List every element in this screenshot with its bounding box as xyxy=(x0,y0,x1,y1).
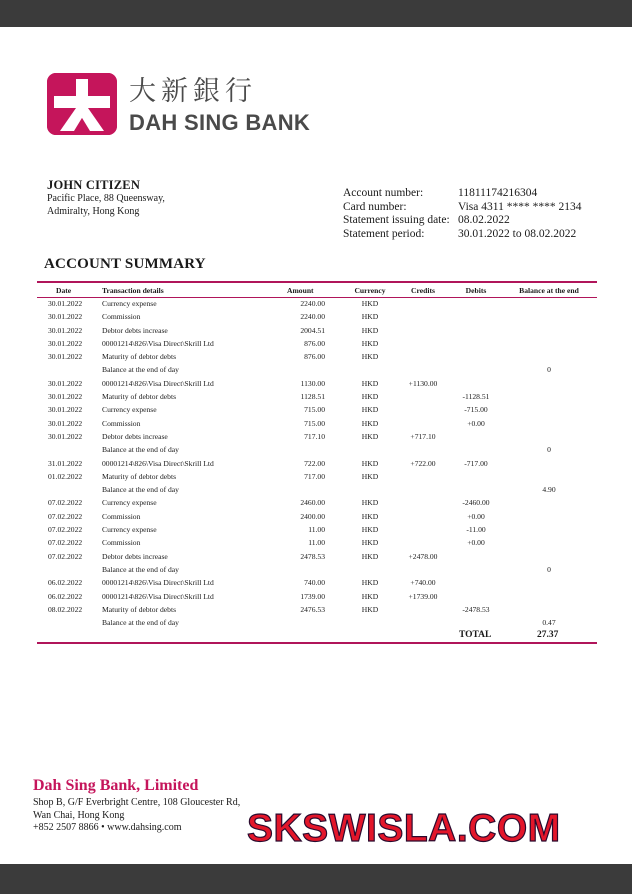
cell-details: Maturity of debtor debts xyxy=(102,604,177,614)
cell-currency: HKD xyxy=(361,538,379,548)
cell-details: Currency expense xyxy=(102,498,157,508)
cell-date: 30.01.2022 xyxy=(48,312,83,322)
watermark-text: SKSWISLA.COM xyxy=(247,807,561,850)
table-row xyxy=(37,324,597,337)
cell-currency: HKD xyxy=(361,498,379,508)
cell-details: 00001214\826\Visa Direct\Skrill Ltd xyxy=(102,378,214,388)
cell-balance: 0.47 xyxy=(542,618,556,628)
statement-period-value: 30.01.2022 to 08.02.2022 xyxy=(458,227,577,240)
table-row xyxy=(37,337,597,350)
table-row xyxy=(37,390,597,403)
cell-debits: -717.00 xyxy=(464,458,488,468)
customer-address-line1: Pacific Place, 88 Queensway, xyxy=(47,193,165,204)
card-number-label: Card number: xyxy=(343,200,407,213)
account-number-label: Account number: xyxy=(343,187,424,199)
cell-amount: 876.00 xyxy=(304,352,325,362)
cell-details: Debtor debts increase xyxy=(102,431,168,441)
header-details: Transaction details xyxy=(102,286,164,295)
cell-balance: 0 xyxy=(547,365,551,375)
cell-date: 30.01.2022 xyxy=(48,299,83,308)
cell-amount: 1130.00 xyxy=(300,378,325,388)
cell-date: 07.02.2022 xyxy=(48,498,83,508)
table-row xyxy=(37,417,597,430)
total-label: TOTAL xyxy=(459,630,492,640)
customer-name: JOHN CITIZEN xyxy=(47,178,141,192)
total-value: 27.37 xyxy=(537,630,559,640)
bottom-bar xyxy=(0,864,632,894)
table-row xyxy=(37,430,597,443)
cell-amount: 2460.00 xyxy=(300,498,325,508)
cell-currency: HKD xyxy=(361,604,379,614)
footer-company-name: Dah Sing Bank, Limited xyxy=(33,777,199,794)
transactions-table xyxy=(37,283,597,629)
cell-currency: HKD xyxy=(361,378,379,388)
cell-credits: +2478.00 xyxy=(408,551,438,561)
table-row xyxy=(37,603,597,616)
top-bar xyxy=(0,0,632,27)
table-row xyxy=(37,536,597,549)
cell-debits: -2478.53 xyxy=(462,604,490,614)
cell-amount: 11.00 xyxy=(308,525,325,535)
cell-debits: -11.00 xyxy=(466,525,486,535)
cell-date: 07.02.2022 xyxy=(48,511,83,521)
cell-currency: HKD xyxy=(361,405,379,415)
cell-date: 30.01.2022 xyxy=(48,431,83,441)
header-credits: Credits xyxy=(411,286,435,295)
customer-address-line2: Admiralty, Hong Kong xyxy=(47,206,140,217)
issue-date-value: 08.02.2022 xyxy=(458,214,510,226)
table-row xyxy=(37,297,597,310)
cell-date: 07.02.2022 xyxy=(48,538,83,548)
cell-details: Currency expense xyxy=(102,405,157,415)
cell-details: Maturity of debtor debts xyxy=(102,392,177,402)
cell-amount: 715.00 xyxy=(304,405,325,415)
cell-details: Currency expense xyxy=(102,525,157,535)
cell-amount: 11.00 xyxy=(308,538,325,548)
table-row xyxy=(37,310,597,323)
statement-period-label: Statement period: xyxy=(343,227,425,240)
cell-currency: HKD xyxy=(361,431,379,441)
bank-name-cjk: 大新銀行 xyxy=(129,76,257,107)
cell-date: 30.01.2022 xyxy=(48,338,83,348)
table-row xyxy=(37,470,597,483)
cell-details: Balance at the end of day xyxy=(102,618,179,628)
table-row xyxy=(37,550,597,563)
cell-date: 30.01.2022 xyxy=(48,418,83,428)
cell-details: 00001214\826\Visa Direct\Skrill Ltd xyxy=(102,338,214,348)
cell-amount: 2476.53 xyxy=(300,604,325,614)
table-row xyxy=(37,563,597,576)
cell-currency: HKD xyxy=(361,471,379,481)
cell-balance: 0 xyxy=(547,445,551,455)
cell-details: Commission xyxy=(102,312,141,322)
cell-date: 30.01.2022 xyxy=(48,405,83,415)
cell-date: 07.02.2022 xyxy=(48,525,83,535)
table-row xyxy=(37,496,597,509)
cell-amount: 2240.00 xyxy=(300,299,325,308)
table-row xyxy=(37,377,597,390)
issue-date-label: Statement issuing date: xyxy=(343,214,450,226)
cell-credits: +722.00 xyxy=(410,458,436,468)
table-row xyxy=(37,403,597,416)
cell-amount: 740.00 xyxy=(304,578,325,588)
cell-date: 08.02.2022 xyxy=(48,604,83,614)
header-currency: Currency xyxy=(354,286,386,295)
cell-date: 07.02.2022 xyxy=(48,551,83,561)
cell-amount: 1739.00 xyxy=(300,591,325,601)
footer-address-line2: Wan Chai, Hong Kong xyxy=(33,810,125,821)
table-row xyxy=(37,363,597,376)
cell-date: 06.02.2022 xyxy=(48,591,83,601)
cell-currency: HKD xyxy=(361,418,379,428)
cell-date: 30.01.2022 xyxy=(48,392,83,402)
cell-details: Currency expense xyxy=(102,299,157,308)
cell-details: Balance at the end of day xyxy=(102,365,179,375)
cell-details: Debtor debts increase xyxy=(102,325,168,335)
table-header xyxy=(37,283,597,297)
table-row xyxy=(37,483,597,496)
cell-amount: 2240.00 xyxy=(300,312,325,322)
header-debits: Debits xyxy=(465,286,487,295)
cell-balance: 4.90 xyxy=(542,485,556,495)
cell-credits: +1130.00 xyxy=(408,378,438,388)
cell-details: Maturity of debtor debts xyxy=(102,471,177,481)
cell-date: 01.02.2022 xyxy=(48,471,83,481)
header-date: Date xyxy=(56,286,72,295)
cell-details: 00001214\826\Visa Direct\Skrill Ltd xyxy=(102,458,214,468)
cell-currency: HKD xyxy=(361,299,379,308)
cell-debits: +0.00 xyxy=(467,511,485,521)
cell-amount: 1128.51 xyxy=(300,392,325,402)
cell-currency: HKD xyxy=(361,551,379,561)
cell-details: Commission xyxy=(102,418,141,428)
cell-details: Commission xyxy=(102,511,141,521)
card-number-value: Visa 4311 **** **** 2134 xyxy=(458,200,582,213)
bank-logo-icon xyxy=(47,73,117,135)
cell-currency: HKD xyxy=(361,511,379,521)
cell-currency: HKD xyxy=(361,578,379,588)
table-row xyxy=(37,523,597,536)
cell-amount: 717.00 xyxy=(304,471,325,481)
table-row xyxy=(37,350,597,363)
cell-amount: 2400.00 xyxy=(300,511,325,521)
cell-details: Balance at the end of day xyxy=(102,564,179,574)
cell-debits: -2460.00 xyxy=(462,498,490,508)
cell-debits: +0.00 xyxy=(467,418,485,428)
cell-currency: HKD xyxy=(361,312,379,322)
bank-name-en: DAH SING BANK xyxy=(129,110,311,135)
cell-currency: HKD xyxy=(361,525,379,535)
header-balance: Balance at the end xyxy=(519,286,579,295)
table-row xyxy=(37,457,597,470)
cell-details: Balance at the end of day xyxy=(102,445,179,455)
cell-details: Maturity of debtor debts xyxy=(102,352,177,362)
cell-details: Debtor debts increase xyxy=(102,551,168,561)
header-amount: Amount xyxy=(287,286,314,295)
account-number-value: 11811174216304 xyxy=(458,187,538,199)
cell-currency: HKD xyxy=(361,325,379,335)
cell-details: 00001214\826\Visa Direct\Skrill Ltd xyxy=(102,578,214,588)
cell-credits: +1739.00 xyxy=(408,591,438,601)
cell-credits: +717.10 xyxy=(410,431,436,441)
cell-currency: HKD xyxy=(361,352,379,362)
cell-date: 31.01.2022 xyxy=(48,458,83,468)
table-row xyxy=(37,576,597,589)
cell-currency: HKD xyxy=(361,591,379,601)
cell-amount: 715.00 xyxy=(304,418,325,428)
cell-amount: 2004.51 xyxy=(300,325,325,335)
cell-amount: 876.00 xyxy=(304,338,325,348)
table-row xyxy=(37,590,597,603)
cell-credits: +740.00 xyxy=(410,578,436,588)
cell-debits: +0.00 xyxy=(467,538,485,548)
table-row xyxy=(37,510,597,523)
cell-date: 30.01.2022 xyxy=(48,352,83,362)
cell-details: Commission xyxy=(102,538,141,548)
cell-date: 30.01.2022 xyxy=(48,378,83,388)
cell-currency: HKD xyxy=(361,392,379,402)
cell-amount: 722.00 xyxy=(304,458,325,468)
section-title: ACCOUNT SUMMARY xyxy=(44,256,206,272)
table-body xyxy=(37,297,597,629)
cell-debits: -1128.51 xyxy=(462,392,490,402)
cell-date: 30.01.2022 xyxy=(48,325,83,335)
cell-amount: 2478.53 xyxy=(300,551,325,561)
table-row xyxy=(37,616,597,629)
cell-details: 00001214\826\Visa Direct\Skrill Ltd xyxy=(102,591,214,601)
footer-contact: +852 2507 8866 • www.dahsing.com xyxy=(33,822,182,833)
cell-details: Balance at the end of day xyxy=(102,485,179,495)
cell-debits: -715.00 xyxy=(464,405,488,415)
table-row xyxy=(37,443,597,456)
cell-balance: 0 xyxy=(547,564,551,574)
cell-currency: HKD xyxy=(361,458,379,468)
table-bottom-rule xyxy=(37,642,597,644)
cell-currency: HKD xyxy=(361,338,379,348)
footer-address-line1: Shop B, G/F Everbright Centre, 108 Gloucester Rd, xyxy=(33,797,241,808)
cell-amount: 717.10 xyxy=(304,431,325,441)
cell-date: 06.02.2022 xyxy=(48,578,83,588)
